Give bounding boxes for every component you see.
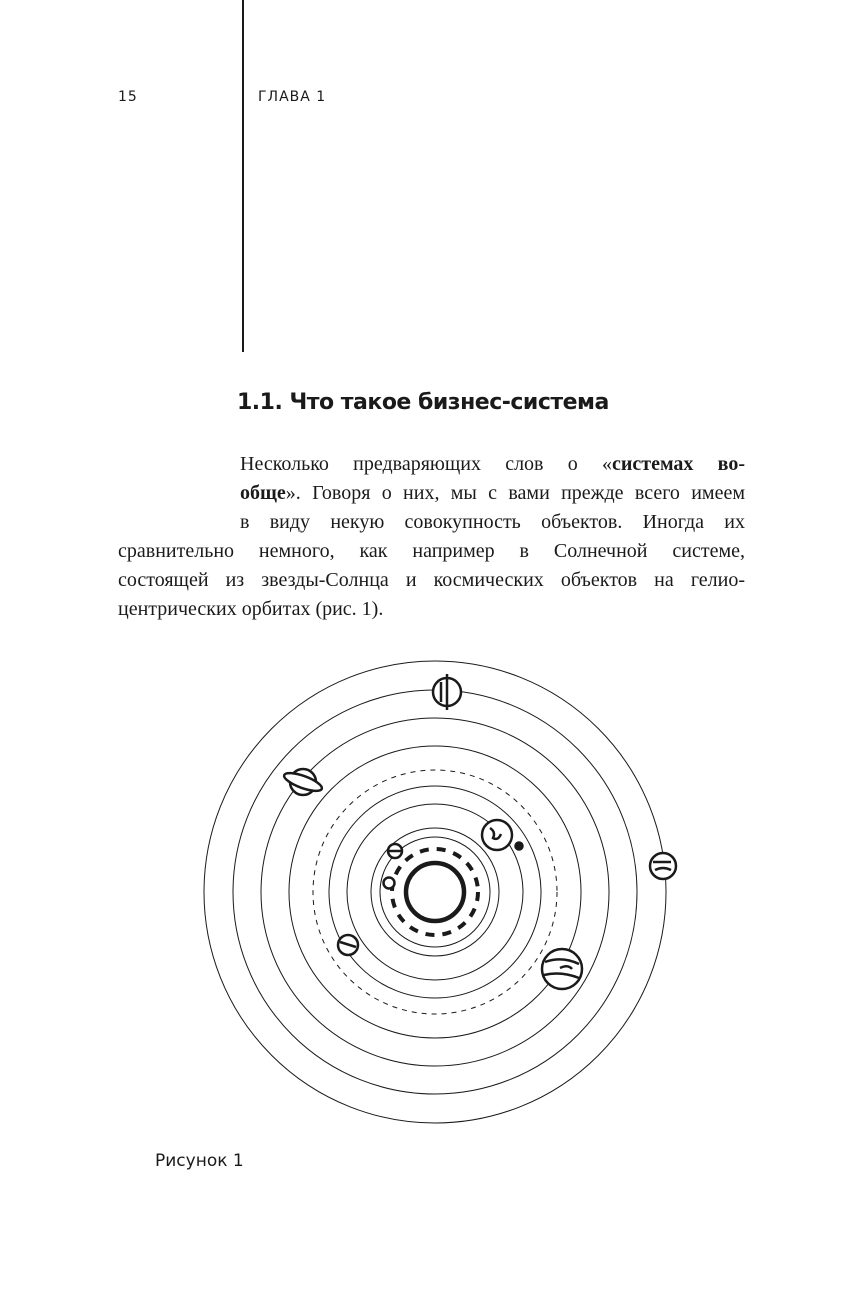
chapter-label: ГЛАВА 1 xyxy=(258,89,327,105)
text: ». Говоря о них, мы с вами прежде всего имеем xyxy=(285,482,745,504)
saturn-icon xyxy=(282,769,324,795)
paragraph-line: состоящей из звезды-Солнца и космических объектов на гелио- xyxy=(118,569,745,591)
bold-text: обще xyxy=(240,482,286,504)
paragraph-line: в виду некую совокупность объектов. Иногда их xyxy=(240,511,745,533)
section-title: 1.1. Что такое бизнес-система xyxy=(237,390,609,415)
sun-icon xyxy=(406,863,464,921)
planet-icon xyxy=(433,674,461,710)
paragraph-line: центрических орбитах (рис. 1). xyxy=(118,598,384,620)
earth-icon xyxy=(482,820,512,850)
planet-icon xyxy=(650,853,676,879)
text: Несколько предваряющих слов о « xyxy=(240,453,612,475)
page-number: 15 xyxy=(118,89,138,105)
planet-icon xyxy=(388,844,402,858)
planet-icon xyxy=(384,878,395,889)
bold-text: системах во- xyxy=(611,453,745,475)
moon-icon xyxy=(516,843,523,850)
paragraph-line: сравнительно немного, как например в Солнечной системе, xyxy=(118,540,745,562)
figure-caption: Рисунок 1 xyxy=(155,1151,244,1171)
orbits xyxy=(204,661,666,1123)
jupiter-icon xyxy=(542,949,582,989)
planet-icon xyxy=(338,935,358,955)
